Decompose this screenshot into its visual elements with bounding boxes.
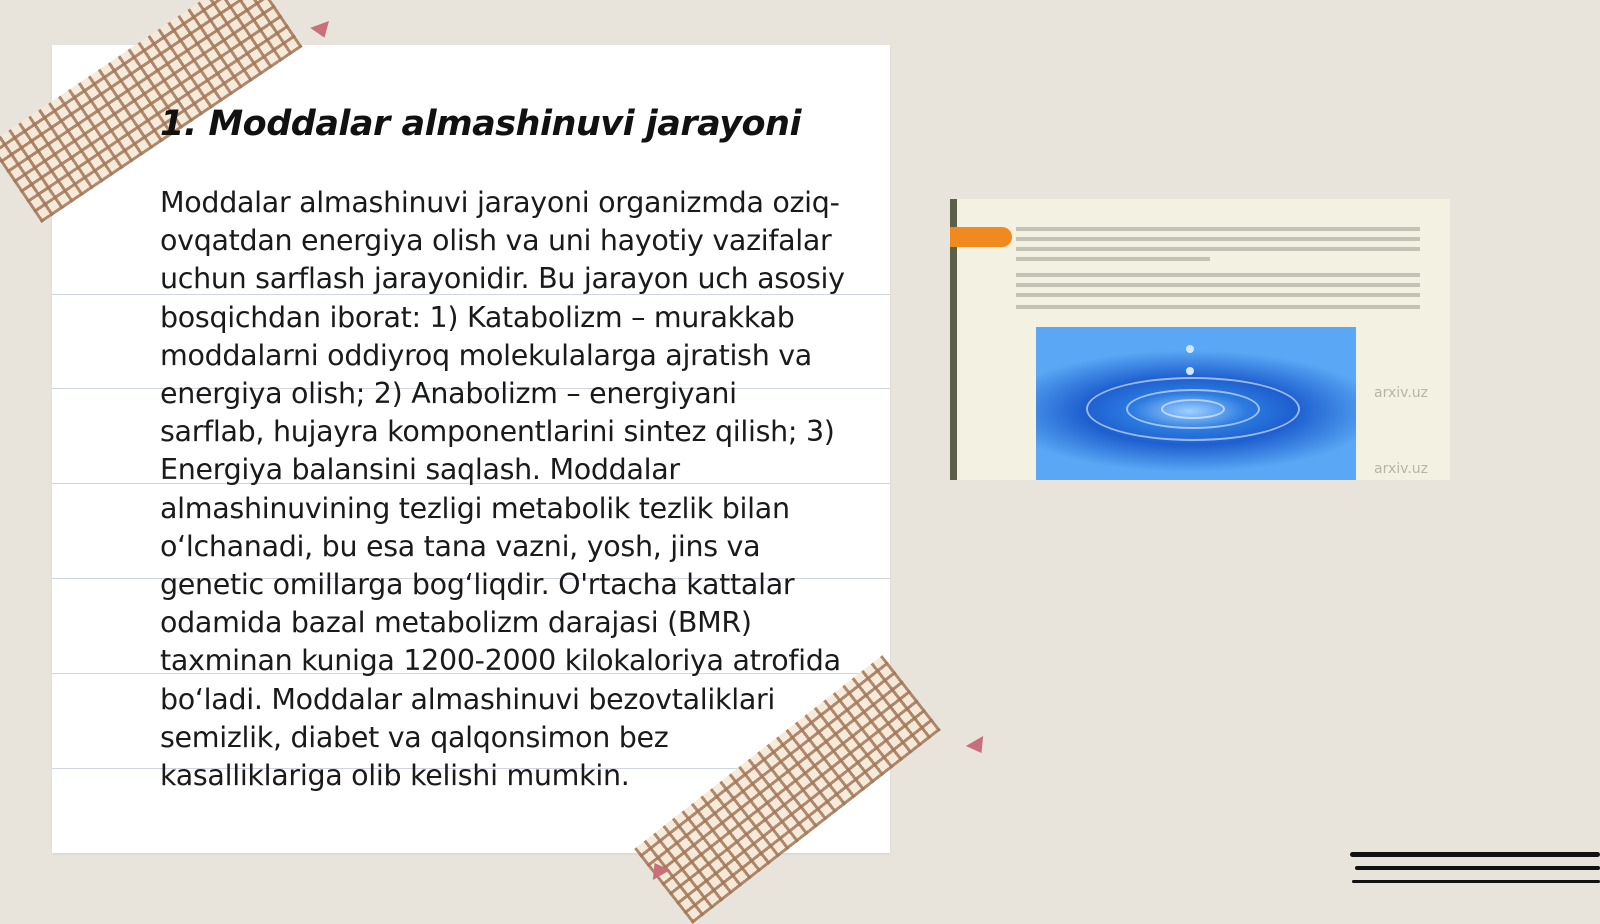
image-text-line <box>1016 283 1420 287</box>
image-text-line <box>1016 237 1420 241</box>
image-orange-tab <box>950 227 1012 247</box>
image-watermark: arxiv.uz <box>1373 461 1428 477</box>
pin-bottom-right <box>966 736 990 758</box>
decorative-stroke <box>1350 852 1600 857</box>
image-text-line <box>1016 247 1420 251</box>
pin-top <box>310 21 334 41</box>
image-text-line <box>1016 305 1420 309</box>
decorative-stroke <box>1355 866 1600 870</box>
slide-title: 1. Moddalar almashinuvi jarayoni <box>160 104 801 144</box>
water-drop <box>1186 367 1194 375</box>
image-text-line <box>1016 257 1210 261</box>
ripple-ring <box>1161 399 1225 419</box>
image-text-line <box>1016 227 1420 231</box>
water-ripple-photo <box>1036 327 1356 480</box>
image-watermark: arxiv.uz <box>1373 385 1428 401</box>
slide-body-text: Moddalar almashinuvi jarayoni organizmda oziq-ovqatdan energiya olish va uni hayotiy vazifalar uchun sarflash jarayonidir. Bu jarayon uch asosiy bosqichdan iborat: 1) Katabolizm – murakkab moddalarni oddiyroq molekulalarga ajratish va energiya olish; 2) Anabolizm – energiyani sarflab, hujayra komponentlarini sintez qilish; 3) Energiya balansini saqlash. Moddalar almashinuvining tezligi metabolik tezlik bilan o‘lchanadi, bu esa tana vazni, yosh, jins va genetic omillarga bog‘liqdir. O'rtacha kattalar odamida bazal metabolizm darajasi (BMR) taxminan kuniga 1200-2000 kilokaloriya atrofida bo‘ladi. Moddalar almashinuvi bezovtaliklari semizlik, diabet va qalqonsimon bez kasalliklariga olib kelishi mumkin. <box>160 186 845 793</box>
water-drop-image <box>950 199 1450 480</box>
image-text-line <box>1016 293 1420 297</box>
water-drop <box>1186 345 1194 353</box>
image-text-line <box>1016 273 1420 277</box>
decorative-stroke <box>1352 880 1600 883</box>
